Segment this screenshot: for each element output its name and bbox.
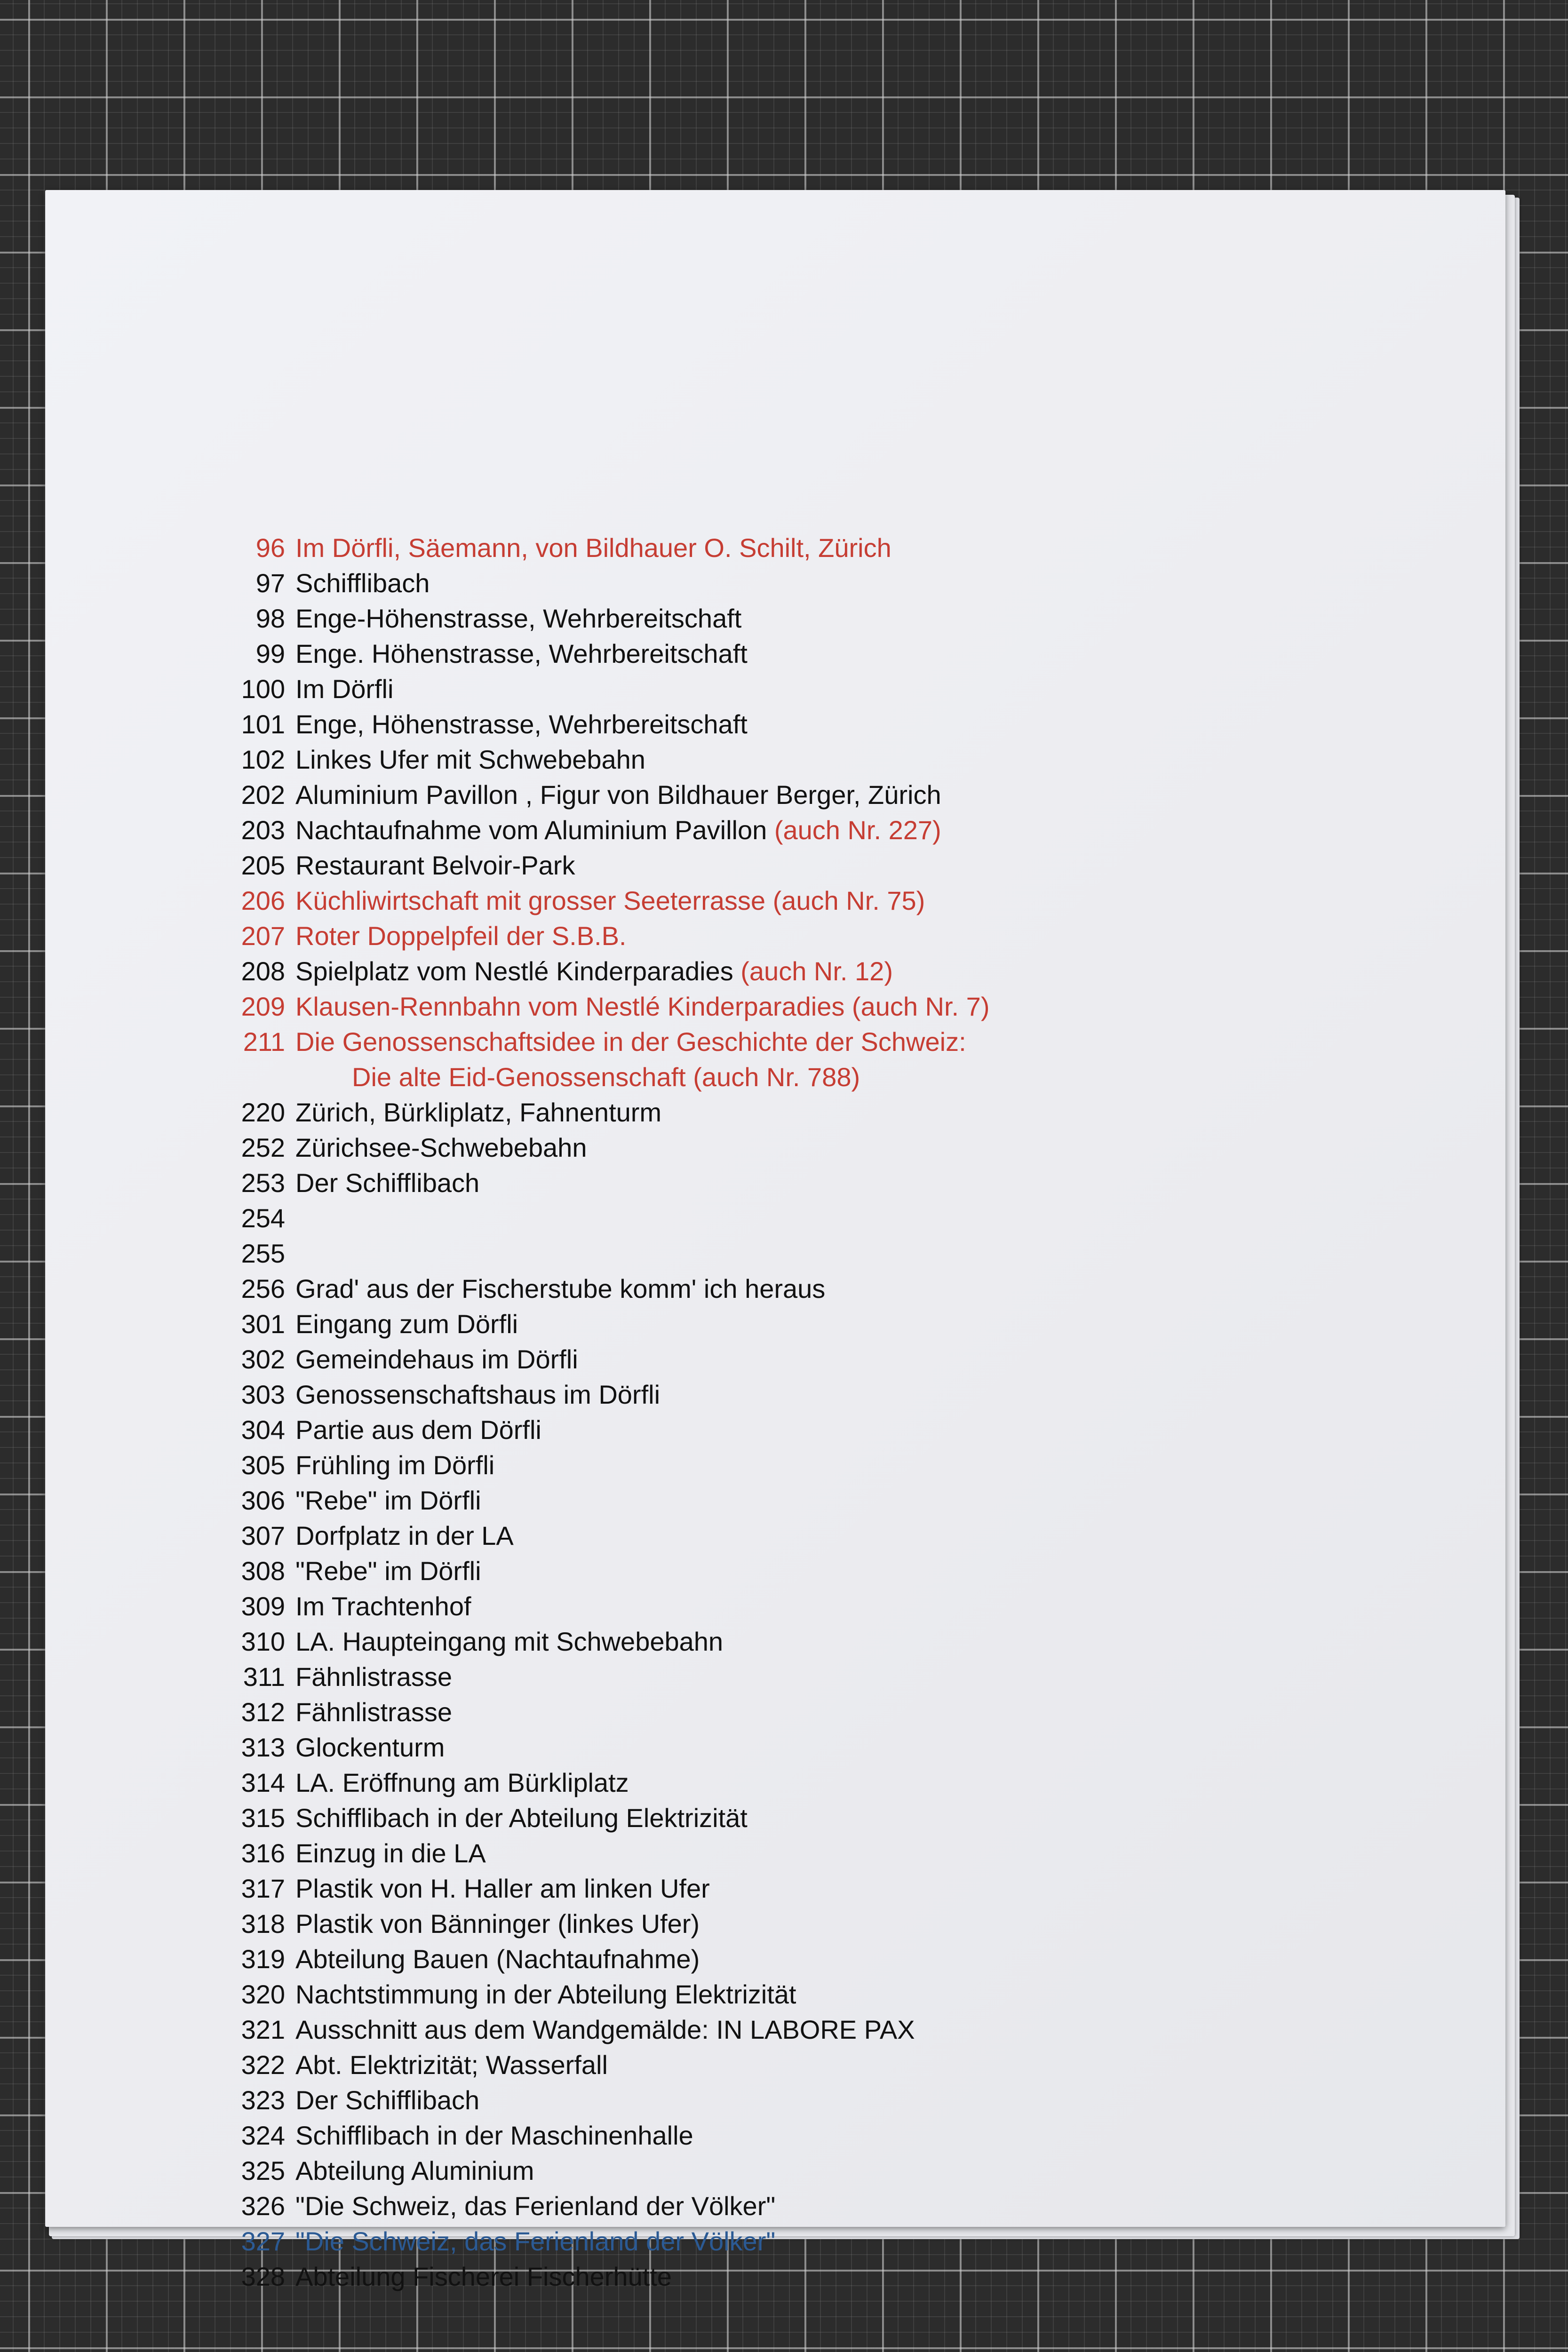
item-number: 306: [241, 1486, 285, 1515]
item-number: 323: [241, 2085, 285, 2115]
item-number: 205: [241, 850, 285, 880]
list-item: [200, 2188, 1329, 2224]
item-title: [295, 1062, 860, 1092]
item-number: 325: [241, 2156, 285, 2185]
item-title: [295, 2261, 672, 2292]
list-item: [200, 2153, 1329, 2188]
item-title: [295, 1767, 629, 1798]
item-number: 255: [241, 1239, 285, 1268]
item-number: 96: [255, 533, 285, 563]
item-number: 99: [255, 639, 285, 668]
item-number: 101: [241, 709, 285, 739]
list-item: [200, 1659, 1329, 1694]
list-item: [200, 1095, 1329, 1130]
list-item: [200, 1306, 1329, 1342]
item-cross-reference: (auch Nr. 12): [740, 956, 893, 986]
item-title: [295, 1168, 479, 1198]
item-number: 310: [241, 1627, 285, 1656]
item-number: 321: [241, 2015, 285, 2044]
item-title-text: Plastik von Bänninger (linkes Ufer): [295, 1909, 700, 1939]
item-title: [295, 1697, 452, 1727]
item-number: 98: [255, 604, 285, 633]
item-title-text: Nachtstimmung in der Abteilung Elektrizität: [295, 1979, 796, 2009]
item-number: 308: [241, 1556, 285, 1586]
list-item: [200, 1836, 1329, 1871]
item-number: 320: [241, 1979, 285, 2009]
list-item: [200, 1483, 1329, 1518]
item-title: [295, 1485, 481, 1516]
item-number: 203: [241, 815, 285, 845]
list-item: [200, 1412, 1329, 1447]
item-title: [295, 1908, 700, 1939]
item-title: [295, 638, 748, 669]
item-title-text: "Die Schweiz, das Ferienland der Völker": [295, 2191, 776, 2221]
item-number: 102: [241, 745, 285, 774]
item-title: [295, 815, 941, 845]
item-title: [295, 1803, 748, 1833]
list-item: [200, 1236, 1329, 1271]
item-title: [295, 1838, 486, 1868]
item-number: 307: [241, 1521, 285, 1550]
list-item: [200, 1447, 1329, 1483]
list-item: [200, 1906, 1329, 1941]
item-title-text: Die alte Eid-Genossenschaft (auch Nr. 788): [352, 1062, 860, 1092]
item-title-text: Partie aus dem Dörfli: [295, 1415, 541, 1445]
entry-list: [200, 530, 1329, 2294]
item-number: 314: [241, 1768, 285, 1797]
item-number: 254: [241, 1203, 285, 1233]
list-item: [200, 565, 1329, 601]
item-number: 327: [241, 2226, 285, 2256]
item-title: [295, 2155, 534, 2186]
item-title: [295, 1097, 661, 1128]
item-title: [295, 885, 925, 916]
item-title: [295, 532, 891, 563]
list-item: [200, 742, 1329, 777]
item-title: [295, 850, 575, 881]
item-number: 305: [241, 1450, 285, 1480]
item-title-text: Fähnlistrasse: [295, 1662, 453, 1692]
item-title: [295, 1944, 700, 1974]
item-title-text: Im Trachtenhof: [295, 1591, 471, 1621]
list-item: [200, 883, 1329, 918]
item-title-text: Küchliwirtschaft mit grosser Seeterrasse (auch Nr. 75): [295, 886, 925, 915]
item-title: [295, 1344, 578, 1375]
item-title-text: Ausschnitt aus dem Wandgemälde: IN LABORE PAX: [295, 2015, 915, 2044]
item-number: 209: [241, 992, 285, 1021]
item-title: [295, 1026, 966, 1057]
item-title: [295, 1309, 518, 1339]
list-item: [200, 2118, 1329, 2153]
item-title-text: Schifflibach in der Maschinenhalle: [295, 2121, 693, 2150]
list-item: [200, 1589, 1329, 1624]
item-title: [295, 1450, 494, 1480]
list-item: [200, 530, 1329, 565]
list-item: [200, 812, 1329, 848]
item-title-text: Zürichsee-Schwebebahn: [295, 1133, 587, 1162]
list-item: [200, 1200, 1329, 1236]
list-item-continuation: [200, 1059, 1329, 1095]
item-number: 313: [241, 1732, 285, 1762]
list-item: [200, 1941, 1329, 1977]
list-item: [200, 601, 1329, 636]
list-item: [200, 2259, 1329, 2294]
list-item: [200, 1165, 1329, 1200]
item-title: [295, 1873, 710, 1904]
item-title-text: "Rebe" im Dörfli: [295, 1486, 481, 1515]
item-title: [295, 1132, 587, 1163]
item-title-text: Aluminium Pavillon , Figur von Bildhauer Berger, Zürich: [295, 780, 941, 810]
item-cross-reference: (auch Nr. 227): [774, 815, 941, 845]
item-number: 328: [241, 2262, 285, 2291]
item-title-text: Spielplatz vom Nestlé Kinderparadies: [295, 956, 733, 986]
item-number: 304: [241, 1415, 285, 1445]
item-title-text: Schifflibach: [295, 568, 430, 598]
item-number: 324: [241, 2121, 285, 2150]
list-item: [200, 2224, 1329, 2259]
item-number: 303: [241, 1380, 285, 1409]
item-title-text: "Rebe" im Dörfli: [295, 1556, 481, 1586]
item-title-text: Enge-Höhenstrasse, Wehrbereitschaft: [295, 604, 742, 633]
item-title-text: Restaurant Belvoir-Park: [295, 850, 575, 880]
item-number: 316: [241, 1838, 285, 1868]
item-title-text: Frühling im Dörfli: [295, 1450, 495, 1480]
item-title-text: Dorfplatz in der LA: [295, 1521, 514, 1550]
item-number: 319: [241, 1944, 285, 1974]
list-item: [200, 1553, 1329, 1589]
item-title: [295, 1591, 471, 1621]
item-title-text: Eingang zum Dörfli: [295, 1309, 518, 1339]
item-title: [295, 1520, 514, 1551]
item-number: 253: [241, 1168, 285, 1198]
item-title: [295, 1414, 541, 1445]
item-number: 311: [243, 1662, 285, 1692]
list-item: [200, 1977, 1329, 2012]
list-item: [200, 2012, 1329, 2047]
item-title: [295, 2014, 915, 2045]
item-title-text: Zürich, Bürkliplatz, Fahnenturm: [295, 1097, 662, 1127]
item-title-text: Enge. Höhenstrasse, Wehrbereitschaft: [295, 639, 748, 668]
list-item: [200, 1130, 1329, 1165]
item-number: 256: [241, 1274, 285, 1303]
item-number: 322: [241, 2050, 285, 2080]
item-title-text: Enge, Höhenstrasse, Wehrbereitschaft: [295, 709, 748, 739]
item-title-text: Die Genossenschaftsidee in der Geschichte der Schweiz:: [295, 1027, 966, 1057]
list-item: [200, 2047, 1329, 2082]
item-title: [295, 956, 893, 986]
item-number: 206: [241, 886, 285, 915]
item-title-text: Glockenturm: [295, 1732, 445, 1762]
item-number: 315: [241, 1803, 285, 1833]
item-number: 301: [241, 1309, 285, 1339]
list-item: [200, 1694, 1329, 1730]
item-title-text: Genossenschaftshaus im Dörfli: [295, 1380, 661, 1409]
list-item: [200, 707, 1329, 742]
document-page: [45, 190, 1505, 2291]
item-title-text: Abt. Elektrizität; Wasserfall: [295, 2050, 608, 2080]
item-number: 302: [241, 1344, 285, 1374]
list-item: [200, 918, 1329, 954]
item-title-text: Klausen-Rennbahn vom Nestlé Kinderparadies (auch Nr. 7): [295, 992, 990, 1021]
item-number: 207: [241, 921, 285, 951]
item-number: 318: [241, 1909, 285, 1939]
item-title: [295, 2085, 479, 2115]
item-number: 326: [241, 2191, 285, 2221]
item-title-text: Fähnlistrasse: [295, 1697, 453, 1727]
item-title-text: Abteilung Fischerei Fischerhütte: [295, 2262, 672, 2291]
item-title-text: Einzug in die LA: [295, 1838, 486, 1868]
item-title-text: Abteilung Aluminium: [295, 2156, 534, 2185]
item-title-text: Linkes Ufer mit Schwebebahn: [295, 745, 645, 774]
list-item: [200, 1342, 1329, 1377]
item-title-text: Nachtaufnahme vom Aluminium Pavillon: [295, 815, 767, 845]
item-title: [295, 1979, 796, 2010]
list-item: [200, 1377, 1329, 1412]
list-item: [200, 848, 1329, 883]
item-title-text: Der Schifflibach: [295, 1168, 480, 1198]
item-title-text: Schifflibach in der Abteilung Elektrizität: [295, 1803, 748, 1833]
list-item: [200, 1800, 1329, 1836]
item-title: [295, 1273, 825, 1304]
item-title: [295, 1732, 445, 1763]
item-title: [295, 1661, 452, 1692]
item-title: [295, 744, 645, 775]
list-item: [200, 1765, 1329, 1800]
item-number: 202: [241, 780, 285, 810]
item-title-text: "Die Schweiz, das Ferienland der Völker": [295, 2226, 776, 2256]
item-number: 211: [243, 1027, 285, 1057]
list-item: [200, 1518, 1329, 1553]
item-title: [295, 568, 430, 598]
list-item: [200, 1624, 1329, 1659]
item-number: 317: [241, 1874, 285, 1903]
list-item: [200, 2082, 1329, 2118]
item-title: [295, 2191, 775, 2221]
item-title: [295, 2226, 775, 2257]
item-title-text: Im Dörfli: [295, 674, 394, 704]
item-title: [295, 1626, 723, 1657]
item-title-text: Plastik von H. Haller am linken Ufer: [295, 1874, 710, 1903]
list-item: [200, 1871, 1329, 1906]
item-title: [295, 709, 748, 739]
item-title: [295, 1379, 660, 1410]
item-title: [295, 2050, 608, 2080]
item-title-text: Der Schifflibach: [295, 2085, 480, 2115]
item-number: 312: [241, 1697, 285, 1727]
item-number: 100: [241, 674, 285, 704]
item-title: [295, 921, 626, 951]
list-item: [200, 636, 1329, 671]
item-title: [295, 779, 941, 810]
item-title: [295, 674, 393, 704]
item-title-text: Roter Doppelpfeil der S.B.B.: [295, 921, 627, 951]
item-title-text: LA. Eröffnung am Bürkliplatz: [295, 1768, 629, 1797]
list-item: [200, 777, 1329, 812]
list-item: [200, 954, 1329, 989]
item-title: [295, 2120, 693, 2151]
list-item: [200, 1271, 1329, 1306]
item-number: 252: [241, 1133, 285, 1162]
list-item: [200, 671, 1329, 707]
item-number: 208: [241, 956, 285, 986]
list-item: [200, 989, 1329, 1024]
list-item: [200, 1024, 1329, 1059]
item-title-text: Gemeindehaus im Dörfli: [295, 1344, 578, 1374]
item-title-text: Im Dörfli, Säemann, von Bildhauer O. Schilt, Zürich: [295, 533, 891, 563]
item-title-text: Abteilung Bauen (Nachtaufnahme): [295, 1944, 700, 1974]
item-number: 220: [241, 1097, 285, 1127]
item-number: 97: [255, 568, 285, 598]
item-title: [295, 991, 989, 1022]
item-title-text: Grad' aus der Fischerstube komm' ich heraus: [295, 1274, 826, 1303]
item-title-text: LA. Haupteingang mit Schwebebahn: [295, 1627, 724, 1656]
item-title: [295, 603, 741, 634]
item-title: [295, 1556, 481, 1586]
list-item: [200, 1730, 1329, 1765]
item-number: 309: [241, 1591, 285, 1621]
